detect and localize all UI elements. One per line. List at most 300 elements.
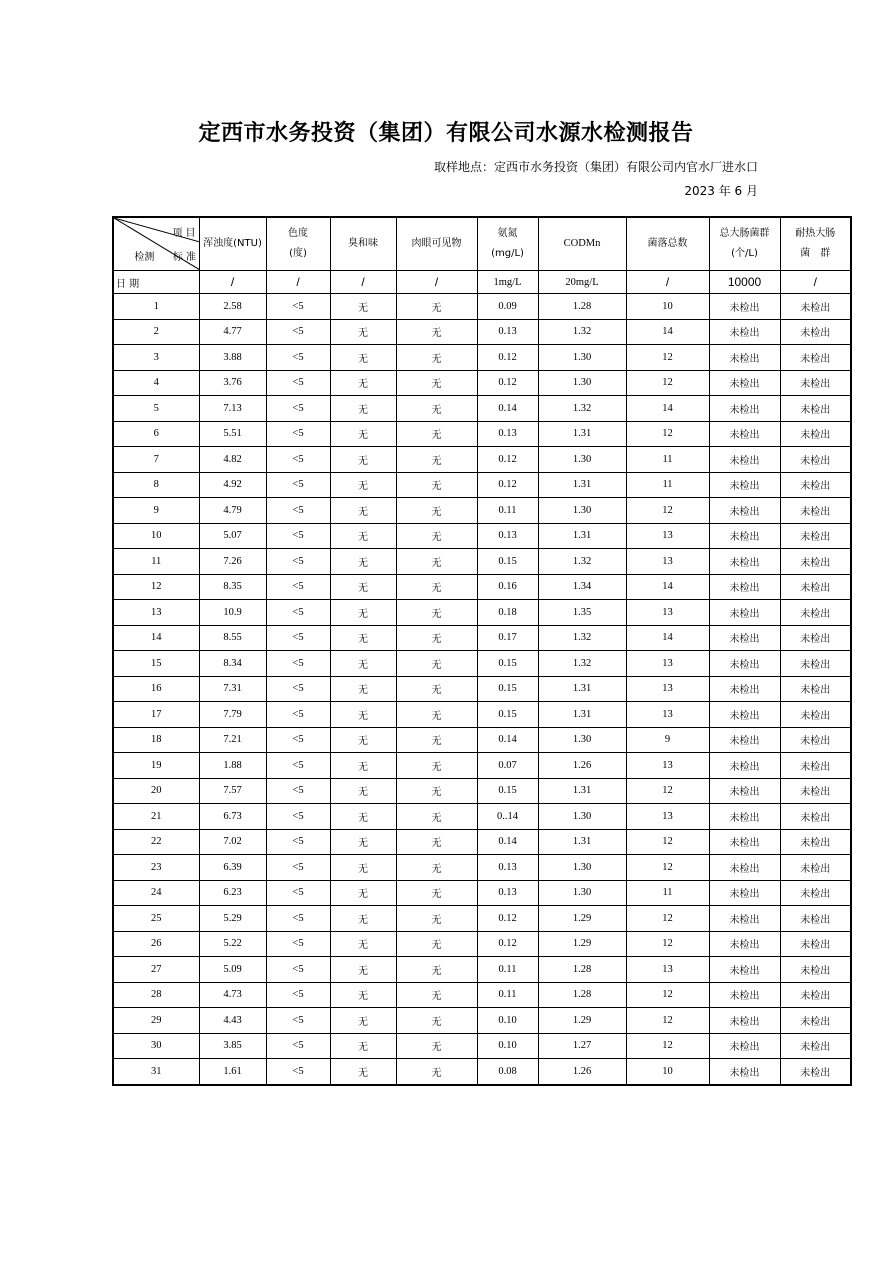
table-cell: 未检出 (780, 1008, 851, 1034)
table-row (113, 294, 851, 320)
table-cell: 6.73 (199, 804, 266, 830)
table-cell: <5 (266, 906, 330, 932)
table-cell: 未检出 (780, 957, 851, 983)
day-cell: 29 (113, 1008, 199, 1034)
header-odor-taste (330, 217, 396, 271)
report-title: 定西市水务投资（集团）有限公司水源水检测报告 (198, 121, 694, 146)
table-cell: 无 (396, 1033, 477, 1059)
header-line1: 菌落总数 (647, 238, 688, 249)
table-cell: 无 (396, 345, 477, 371)
day-cell: 21 (113, 804, 199, 830)
table-cell: 12 (626, 421, 709, 447)
table-cell: 无 (396, 549, 477, 575)
table-cell: 未检出 (709, 421, 780, 447)
table-row (113, 498, 851, 524)
standard-row (113, 271, 851, 294)
table-cell: 5.51 (199, 421, 266, 447)
corner-standard-right: 标 准 (172, 252, 196, 263)
table-cell: <5 (266, 600, 330, 626)
day-cell: 25 (113, 906, 199, 932)
header-total-coliform (709, 217, 780, 271)
table-cell: 未检出 (780, 472, 851, 498)
table-cell: 1.26 (538, 1059, 626, 1085)
header-line1: 氨氮 (497, 228, 518, 239)
standard-cell: / (330, 271, 396, 294)
table-cell: 1.26 (538, 753, 626, 779)
table-row (113, 523, 851, 549)
table-cell: 无 (330, 319, 396, 345)
table-cell: 无 (396, 370, 477, 396)
table-row (113, 600, 851, 626)
day-cell: 31 (113, 1059, 199, 1085)
table-cell: 0.15 (477, 549, 538, 575)
table-cell: 13 (626, 676, 709, 702)
table-cell: 未检出 (709, 345, 780, 371)
table-cell: 7.26 (199, 549, 266, 575)
table-cell: 无 (330, 880, 396, 906)
table-cell: 0.12 (477, 906, 538, 932)
table-cell: 1.30 (538, 804, 626, 830)
table-cell: 未检出 (709, 294, 780, 320)
table-cell: 未检出 (709, 1059, 780, 1085)
header-line2: 菌 群 (800, 248, 831, 259)
table-cell: 13 (626, 702, 709, 728)
table-row (113, 727, 851, 753)
header-thermotolerant-coliform (780, 217, 851, 271)
table-cell: 无 (396, 778, 477, 804)
table-cell: 1.31 (538, 523, 626, 549)
table-cell: 无 (330, 1008, 396, 1034)
table-cell: 5.09 (199, 957, 266, 983)
table-cell: 0.18 (477, 600, 538, 626)
table-cell: 未检出 (709, 651, 780, 677)
table-cell: 无 (330, 370, 396, 396)
table-cell: <5 (266, 880, 330, 906)
table-cell: <5 (266, 727, 330, 753)
table-row (113, 1059, 851, 1085)
table-cell: 未检出 (780, 498, 851, 524)
table-cell: 7.13 (199, 396, 266, 422)
table-cell: 无 (330, 804, 396, 830)
table-cell: 无 (396, 804, 477, 830)
table-cell: 10 (626, 1059, 709, 1085)
table-cell: 未检出 (709, 574, 780, 600)
table-cell: 无 (396, 829, 477, 855)
table-cell: 未检出 (780, 702, 851, 728)
table-cell: 未检出 (780, 880, 851, 906)
table-cell: 无 (330, 1033, 396, 1059)
table-cell: 12 (626, 498, 709, 524)
corner-item-label: 项 目 (172, 228, 196, 239)
table-cell: 1.31 (538, 702, 626, 728)
table-cell: 5.29 (199, 906, 266, 932)
table-row (113, 472, 851, 498)
header-line1: CODMn (563, 238, 601, 249)
table-cell: 14 (626, 319, 709, 345)
table-cell: 未检出 (709, 753, 780, 779)
table-cell: 无 (396, 294, 477, 320)
table-cell: 无 (396, 931, 477, 957)
table-cell: <5 (266, 829, 330, 855)
table-cell: 未检出 (780, 982, 851, 1008)
table-cell: 0.12 (477, 370, 538, 396)
standard-cell: / (396, 271, 477, 294)
table-cell: 无 (396, 574, 477, 600)
day-cell: 5 (113, 396, 199, 422)
header-line2: (个/L) (731, 248, 758, 259)
table-cell: 无 (330, 855, 396, 881)
table-cell: 未检出 (709, 549, 780, 575)
table-cell: 未检出 (780, 421, 851, 447)
table-cell: 1.61 (199, 1059, 266, 1085)
table-cell: 未检出 (709, 855, 780, 881)
day-cell: 23 (113, 855, 199, 881)
table-cell: 0.15 (477, 651, 538, 677)
table-cell: 未检出 (709, 829, 780, 855)
table-cell: 0.16 (477, 574, 538, 600)
table-cell: <5 (266, 549, 330, 575)
table-cell: 无 (330, 651, 396, 677)
table-cell: 1.32 (538, 625, 626, 651)
table-cell: <5 (266, 855, 330, 881)
table-cell: 13 (626, 523, 709, 549)
table-cell: 13 (626, 600, 709, 626)
table-cell: 1.31 (538, 829, 626, 855)
table-cell: 11 (626, 472, 709, 498)
table-cell: 7.57 (199, 778, 266, 804)
table-cell: 未检出 (709, 1008, 780, 1034)
header-line1: 耐热大肠 (795, 228, 836, 239)
day-cell: 27 (113, 957, 199, 983)
table-cell: 8.55 (199, 625, 266, 651)
table-row (113, 804, 851, 830)
table-cell: 13 (626, 651, 709, 677)
table-cell: 无 (330, 931, 396, 957)
table-cell: 1.35 (538, 600, 626, 626)
table-cell: 无 (396, 1008, 477, 1034)
table-cell: 未检出 (709, 472, 780, 498)
table-cell: 未检出 (780, 319, 851, 345)
table-cell: 0.13 (477, 523, 538, 549)
table-cell: 1.30 (538, 498, 626, 524)
table-cell: 未检出 (709, 319, 780, 345)
table-cell: 未检出 (709, 804, 780, 830)
water-quality-table (112, 216, 852, 1086)
table-cell: 4.77 (199, 319, 266, 345)
table-cell: 无 (330, 447, 396, 473)
table-cell: 0.11 (477, 498, 538, 524)
day-cell: 16 (113, 676, 199, 702)
table-cell: 无 (396, 727, 477, 753)
table-cell: 无 (330, 753, 396, 779)
table-cell: 无 (396, 625, 477, 651)
table-row (113, 396, 851, 422)
table-cell: 8.35 (199, 574, 266, 600)
day-cell: 2 (113, 319, 199, 345)
table-cell: 未检出 (780, 931, 851, 957)
corner-header-cell (113, 217, 199, 271)
table-cell: 0.13 (477, 855, 538, 881)
day-cell: 6 (113, 421, 199, 447)
table-cell: <5 (266, 472, 330, 498)
day-cell: 14 (113, 625, 199, 651)
table-cell: 0.15 (477, 778, 538, 804)
table-cell: <5 (266, 804, 330, 830)
table-cell: 无 (396, 396, 477, 422)
day-cell: 8 (113, 472, 199, 498)
standard-cell: / (780, 271, 851, 294)
table-cell: 0.07 (477, 753, 538, 779)
table-row (113, 778, 851, 804)
header-visible-matter (396, 217, 477, 271)
table-cell: 0.15 (477, 702, 538, 728)
day-cell: 4 (113, 370, 199, 396)
table-cell: 无 (396, 421, 477, 447)
table-cell: 1.32 (538, 651, 626, 677)
standard-cell: 10000 (709, 271, 780, 294)
table-cell: 8.34 (199, 651, 266, 677)
table-cell: <5 (266, 574, 330, 600)
table-cell: 12 (626, 855, 709, 881)
table-row (113, 319, 851, 345)
table-cell: 5.22 (199, 931, 266, 957)
table-row (113, 906, 851, 932)
table-cell: 4.79 (199, 498, 266, 524)
table-cell: 14 (626, 625, 709, 651)
table-cell: 未检出 (709, 523, 780, 549)
table-cell: 0.10 (477, 1033, 538, 1059)
report-date: 2023 年 6 月 (684, 184, 758, 198)
table-cell: 7.02 (199, 829, 266, 855)
table-cell: 0.14 (477, 396, 538, 422)
table-cell: <5 (266, 345, 330, 371)
date-label: 日 期 (113, 271, 199, 294)
table-cell: 未检出 (780, 370, 851, 396)
table-cell: 未检出 (780, 345, 851, 371)
table-cell: <5 (266, 676, 330, 702)
header-color (266, 217, 330, 271)
table-cell: <5 (266, 651, 330, 677)
table-cell: 1.28 (538, 294, 626, 320)
table-cell: 无 (330, 396, 396, 422)
table-cell: 未检出 (780, 651, 851, 677)
table-cell: 11 (626, 447, 709, 473)
table-cell: 未检出 (709, 498, 780, 524)
table-row (113, 931, 851, 957)
table-cell: 1.31 (538, 676, 626, 702)
day-cell: 26 (113, 931, 199, 957)
table-row (113, 957, 851, 983)
table-cell: 无 (330, 957, 396, 983)
table-cell: <5 (266, 396, 330, 422)
table-cell: 未检出 (709, 982, 780, 1008)
table-cell: 7.21 (199, 727, 266, 753)
table-cell: 3.76 (199, 370, 266, 396)
table-cell: 未检出 (780, 574, 851, 600)
table-cell: 未检出 (709, 906, 780, 932)
table-cell: 0.12 (477, 472, 538, 498)
table-cell: 无 (396, 498, 477, 524)
table-cell: 7.79 (199, 702, 266, 728)
table-cell: 1.88 (199, 753, 266, 779)
table-cell: 12 (626, 345, 709, 371)
table-cell: 1.27 (538, 1033, 626, 1059)
table-cell: 未检出 (780, 727, 851, 753)
table-cell: 1.30 (538, 727, 626, 753)
table-cell: 4.73 (199, 982, 266, 1008)
table-cell: 未检出 (709, 880, 780, 906)
table-cell: <5 (266, 370, 330, 396)
table-row (113, 370, 851, 396)
table-cell: 无 (330, 702, 396, 728)
table-cell: 无 (330, 727, 396, 753)
table-cell: 0.09 (477, 294, 538, 320)
table-cell: <5 (266, 1008, 330, 1034)
table-cell: 1.31 (538, 472, 626, 498)
table-cell: 无 (396, 319, 477, 345)
table-cell: 10.9 (199, 600, 266, 626)
table-cell: 无 (330, 906, 396, 932)
header-line1: 总大肠菌群 (719, 228, 770, 239)
table-cell: 无 (396, 447, 477, 473)
table-cell: 5.07 (199, 523, 266, 549)
day-cell: 7 (113, 447, 199, 473)
table-cell: 0..14 (477, 804, 538, 830)
header-codmn (538, 217, 626, 271)
table-cell: 0.12 (477, 447, 538, 473)
table-cell: 1.28 (538, 957, 626, 983)
table-cell: 无 (396, 472, 477, 498)
table-cell: 未检出 (780, 753, 851, 779)
table-cell: 未检出 (709, 727, 780, 753)
table-cell: 无 (330, 625, 396, 651)
table-cell: 未检出 (780, 906, 851, 932)
table-cell: 0.11 (477, 957, 538, 983)
table-row (113, 1033, 851, 1059)
table-cell: 10 (626, 294, 709, 320)
day-cell: 15 (113, 651, 199, 677)
table-cell: 11 (626, 880, 709, 906)
table-cell: 9 (626, 727, 709, 753)
standard-cell: / (199, 271, 266, 294)
table-cell: 无 (330, 523, 396, 549)
table-cell: 12 (626, 1008, 709, 1034)
table-cell: 14 (626, 574, 709, 600)
corner-standard-left: 检测 (134, 252, 155, 263)
table-cell: 1.32 (538, 396, 626, 422)
corner-standard-label (116, 248, 196, 263)
table-cell: 未检出 (709, 1033, 780, 1059)
day-cell: 12 (113, 574, 199, 600)
table-cell: 未检出 (780, 1059, 851, 1085)
table-cell: 无 (396, 880, 477, 906)
table-cell: 12 (626, 982, 709, 1008)
table-cell: 2.58 (199, 294, 266, 320)
table-cell: 无 (396, 523, 477, 549)
day-cell: 20 (113, 778, 199, 804)
table-cell: <5 (266, 753, 330, 779)
table-cell: 7.31 (199, 676, 266, 702)
table-row (113, 855, 851, 881)
header-turbidity (199, 217, 266, 271)
sampling-location: 取样地点：定西市水务投资（集团）有限公司内官水厂进水口 (433, 160, 758, 174)
day-cell: 3 (113, 345, 199, 371)
table-cell: <5 (266, 1059, 330, 1085)
table-cell: 1.30 (538, 370, 626, 396)
table-cell: 未检出 (709, 676, 780, 702)
standard-cell: 20mg/L (538, 271, 626, 294)
header-line1: 浑浊度(NTU) (203, 238, 262, 249)
table-cell: 无 (330, 574, 396, 600)
table-cell: 无 (330, 600, 396, 626)
table-cell: 无 (330, 778, 396, 804)
table-cell: 0.17 (477, 625, 538, 651)
table-cell: 1.32 (538, 319, 626, 345)
table-cell: 未检出 (780, 829, 851, 855)
table-cell: 1.30 (538, 447, 626, 473)
table-row (113, 676, 851, 702)
table-cell: 未检出 (709, 931, 780, 957)
table-row (113, 702, 851, 728)
table-cell: 未检出 (709, 600, 780, 626)
table-row (113, 651, 851, 677)
table-row (113, 345, 851, 371)
table-cell: 无 (396, 651, 477, 677)
standard-cell: / (626, 271, 709, 294)
table-cell: <5 (266, 625, 330, 651)
header-line1: 肉眼可见物 (411, 238, 462, 249)
table-cell: 无 (396, 676, 477, 702)
table-cell: 未检出 (709, 370, 780, 396)
day-cell: 1 (113, 294, 199, 320)
day-cell: 11 (113, 549, 199, 575)
table-cell: 未检出 (709, 447, 780, 473)
table-cell: 4.82 (199, 447, 266, 473)
table-cell: 未检出 (780, 549, 851, 575)
table-row (113, 829, 851, 855)
table-cell: <5 (266, 957, 330, 983)
table-cell: 0.13 (477, 319, 538, 345)
table-cell: 1.32 (538, 549, 626, 575)
table-cell: 未检出 (709, 702, 780, 728)
table-row (113, 447, 851, 473)
table-cell: 无 (330, 982, 396, 1008)
standard-cell: 1mg/L (477, 271, 538, 294)
table-cell: 3.88 (199, 345, 266, 371)
table-row (113, 753, 851, 779)
table-cell: 0.12 (477, 931, 538, 957)
table-cell: 未检出 (709, 778, 780, 804)
table-cell: 0.14 (477, 727, 538, 753)
header-row (113, 217, 851, 271)
table-row (113, 625, 851, 651)
table-cell: 13 (626, 957, 709, 983)
day-cell: 18 (113, 727, 199, 753)
header-line1: 臭和味 (348, 238, 378, 249)
day-cell: 9 (113, 498, 199, 524)
table-cell: 未检出 (780, 294, 851, 320)
table-cell: 无 (396, 753, 477, 779)
table-cell: 无 (330, 294, 396, 320)
header-line1: 色度 (288, 228, 308, 239)
table-cell: 无 (330, 421, 396, 447)
header-ammonia (477, 217, 538, 271)
header-colony-count (626, 217, 709, 271)
table-cell: <5 (266, 421, 330, 447)
table-cell: 未检出 (709, 625, 780, 651)
table-cell: 12 (626, 1033, 709, 1059)
table-cell: 1.29 (538, 931, 626, 957)
